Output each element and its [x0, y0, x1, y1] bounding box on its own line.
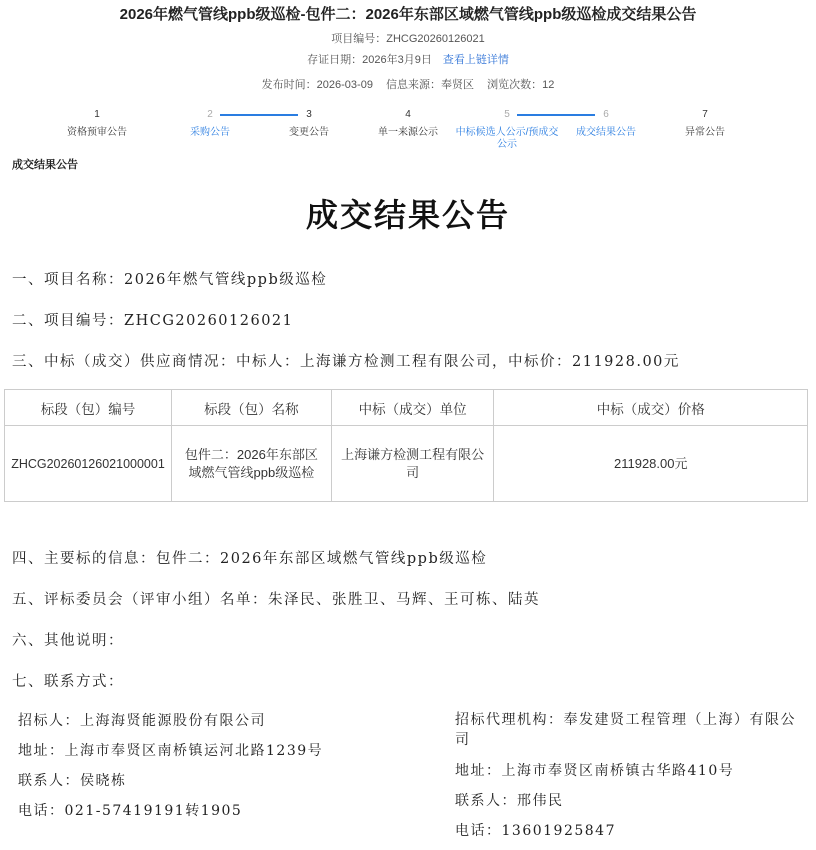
step-label: 成交结果公告 [576, 127, 636, 138]
buyer-org: 招标人：上海海贤能源股份有限公司 [18, 713, 266, 729]
step-1[interactable] [42, 108, 152, 139]
source-value: 奉贤区 [441, 79, 475, 91]
section-tag: 成交结果公告 [12, 159, 78, 171]
step-number: 1 [94, 109, 100, 120]
buyer-contact-block [18, 710, 323, 820]
table-cell: ZHCG20260126021000001 [5, 426, 172, 502]
deposit-date-value: 2026年3月9日 [362, 54, 432, 66]
progress-steps [0, 108, 816, 160]
table-cell: 上海谦方检测工程有限公司 [331, 426, 494, 502]
step-3[interactable] [254, 108, 364, 139]
project-no-label: 项目编号： [331, 33, 387, 45]
step-4[interactable] [353, 108, 463, 139]
buyer-address: 地址：上海市奉贤区南桥镇运河北路1239号 [18, 743, 324, 759]
step-label: 中标候选人公示/预成交公示 [455, 127, 559, 150]
buyer-phone: 电话：021-57419191转1905 [18, 803, 243, 819]
step-number: 5 [504, 109, 510, 120]
step-label: 异常公告 [685, 127, 725, 138]
item-project-name: 一、项目名称：2026年燃气管线ppb级巡检 [12, 272, 328, 288]
deposit-date-label: 存证日期： [307, 54, 363, 66]
deposit-date-line [0, 51, 816, 67]
column-header: 标段（包）名称 [171, 390, 331, 426]
table-row [5, 426, 808, 502]
publish-label: 发布时间： [261, 79, 317, 91]
publish-info-line [0, 76, 816, 92]
step-label: 变更公告 [289, 127, 329, 138]
item-committee: 五、评标委员会（评审小组）名单：朱泽民、张胜卫、马辉、王可栋、陆英 [12, 592, 540, 608]
step-label: 单一来源公示 [378, 127, 438, 138]
column-header: 中标（成交）价格 [494, 390, 808, 426]
item-contacts: 七、联系方式： [12, 674, 124, 690]
column-header: 标段（包）编号 [5, 390, 172, 426]
page-title: 2026年燃气管线ppb级巡检-包件二：2026年东部区域燃气管线ppb级巡检成交结果公告 [119, 6, 697, 23]
agent-address: 地址：上海市奉贤区南桥镇古华路410号 [455, 763, 735, 779]
table-header-row [5, 390, 808, 426]
agent-person: 联系人：邢伟民 [455, 793, 564, 809]
step-number: 6 [603, 109, 609, 120]
item-project-number: 二、项目编号：ZHCG20260126021 [12, 313, 294, 329]
table-cell: 211928.00元 [494, 426, 808, 502]
step-label: 资格预审公告 [67, 127, 127, 138]
project-no-value: ZHCG20260126021 [386, 33, 485, 45]
step-number: 4 [405, 109, 411, 120]
chain-details-link[interactable]: 查看上链详情 [442, 54, 509, 66]
source-label: 信息来源： [386, 79, 442, 91]
agent-org: 招标代理机构：奉发建贤工程管理（上海）有限公司 [455, 712, 796, 748]
step-7[interactable] [650, 108, 760, 139]
agent-contact-block [455, 710, 810, 840]
document-title: 成交结果公告 [305, 197, 510, 233]
table-cell: 包件二：2026年东部区域燃气管线ppb级巡检 [171, 426, 331, 502]
buyer-person: 联系人：侯晓栋 [18, 773, 127, 789]
item-main-subject: 四、主要标的信息：包件二：2026年东部区域燃气管线ppb级巡检 [12, 551, 488, 567]
step-label: 采购公告 [190, 127, 230, 138]
step-number: 3 [306, 109, 312, 120]
agent-phone: 电话：13601925847 [455, 823, 616, 839]
step-number: 7 [702, 109, 708, 120]
step-5[interactable] [452, 108, 562, 151]
views-label: 浏览次数： [487, 79, 543, 91]
step-6[interactable] [551, 108, 661, 139]
step-2[interactable] [155, 108, 265, 139]
result-table [4, 389, 808, 502]
views-count: 12 [542, 79, 555, 91]
item-supplier: 三、中标（成交）供应商情况：中标人：上海谦方检测工程有限公司，中标价：211928.00元 [12, 354, 680, 370]
step-number: 2 [207, 109, 213, 120]
item-other-notes: 六、其他说明： [12, 633, 124, 649]
publish-date: 2026-03-09 [316, 79, 373, 91]
project-number-line [0, 30, 816, 46]
column-header: 中标（成交）单位 [331, 390, 494, 426]
